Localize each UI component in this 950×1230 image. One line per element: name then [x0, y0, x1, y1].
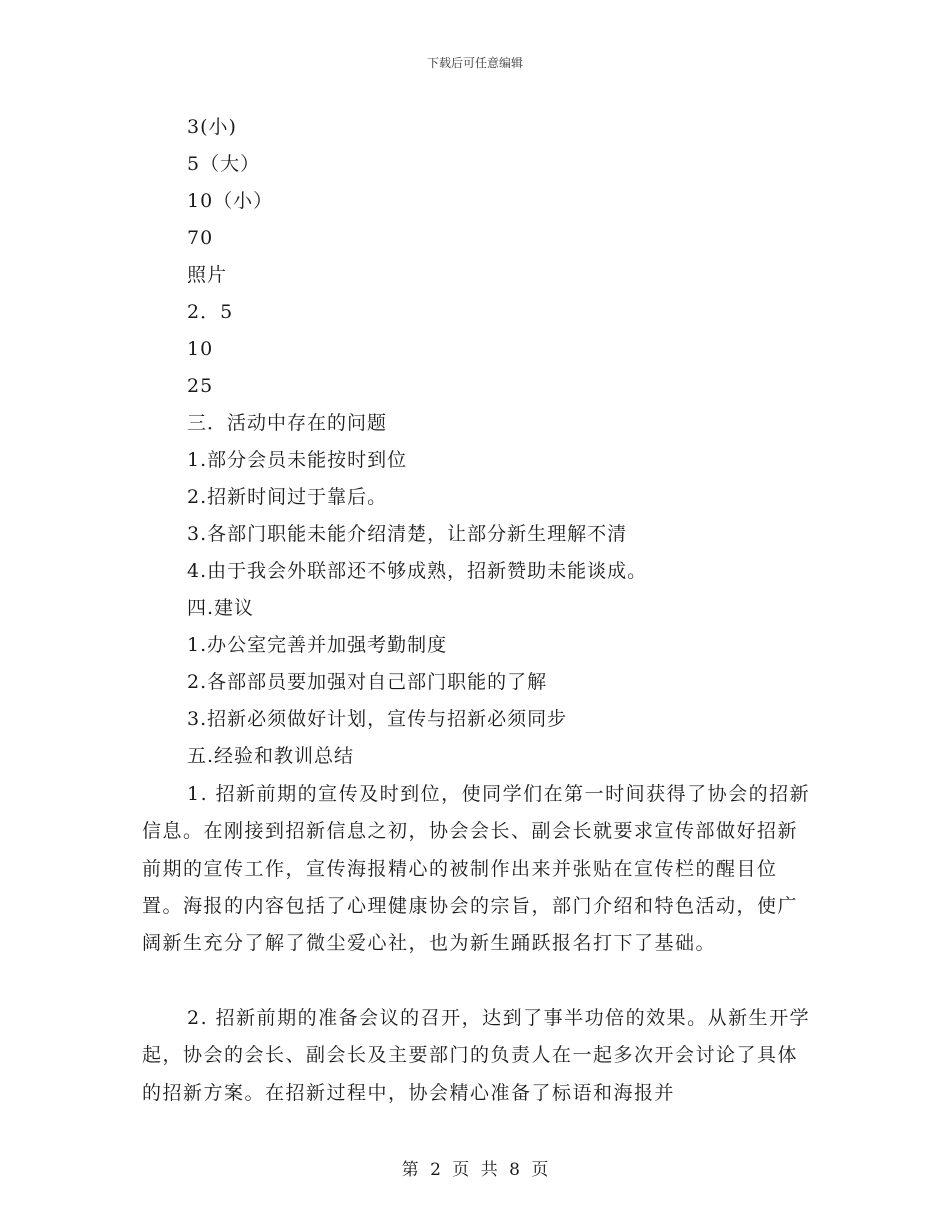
section-heading: 四.建议	[187, 597, 255, 619]
page-footer: 第 2 页 共 8 页	[401, 1160, 549, 1180]
text-line: 5（大）	[187, 153, 261, 175]
text-line: 70	[187, 227, 214, 249]
text-line: 10	[187, 338, 214, 360]
list-item: 4.由于我会外联部还不够成熟，招新赞助未能谈成。	[187, 560, 648, 582]
body-paragraph: 1. 招新前期的宣传及时到位，使同学们在第一时间获得了协会的招新信息。在刚接到招新信息之初，协会会长、副会长就要求宣传部做好招新前期的宣传工作，宣传海报精心的被制作出来并张贴在宣传栏的醒目位置。海报的内容包括了心理健康协会的宗旨，部门介绍和特色活动，使广阔新生充分了解了微尘爱心社，也为新生踊跃报名打下了基础。	[142, 783, 811, 955]
list-item: 1.部分会员未能按时到位	[187, 449, 408, 471]
page-header: 下载后可任意编辑	[426, 56, 523, 70]
list-item: 3.各部门职能未能介绍清楚，让部分新生理解不清	[187, 523, 628, 545]
list-item: 3.招新必须做好计划，宣传与招新必须同步	[187, 708, 568, 730]
list-item: 2.招新时间过于靠后。	[187, 486, 388, 508]
section-heading: 五.经验和教训总结	[187, 745, 355, 767]
text-line: 10（小）	[187, 190, 274, 212]
list-item: 2.各部部员要加强对自己部门职能的了解	[187, 671, 548, 693]
text-line: 2．5	[187, 301, 234, 323]
text-line: 3(小)	[187, 116, 237, 138]
body-paragraph: 2. 招新前期的准备会议的召开，达到了事半功倍的效果。从新生开学起，协会的会长、副会长及主要部门的负责人在一起多次开会讨论了具体的招新方案。在招新过程中，协会精心准备了标语和海报并	[142, 1007, 811, 1104]
text-line: 25	[187, 375, 214, 397]
text-line: 照片	[187, 264, 228, 286]
list-item: 1.办公室完善并加强考勤制度	[187, 634, 448, 656]
section-heading: 三．活动中存在的问题	[187, 412, 388, 434]
